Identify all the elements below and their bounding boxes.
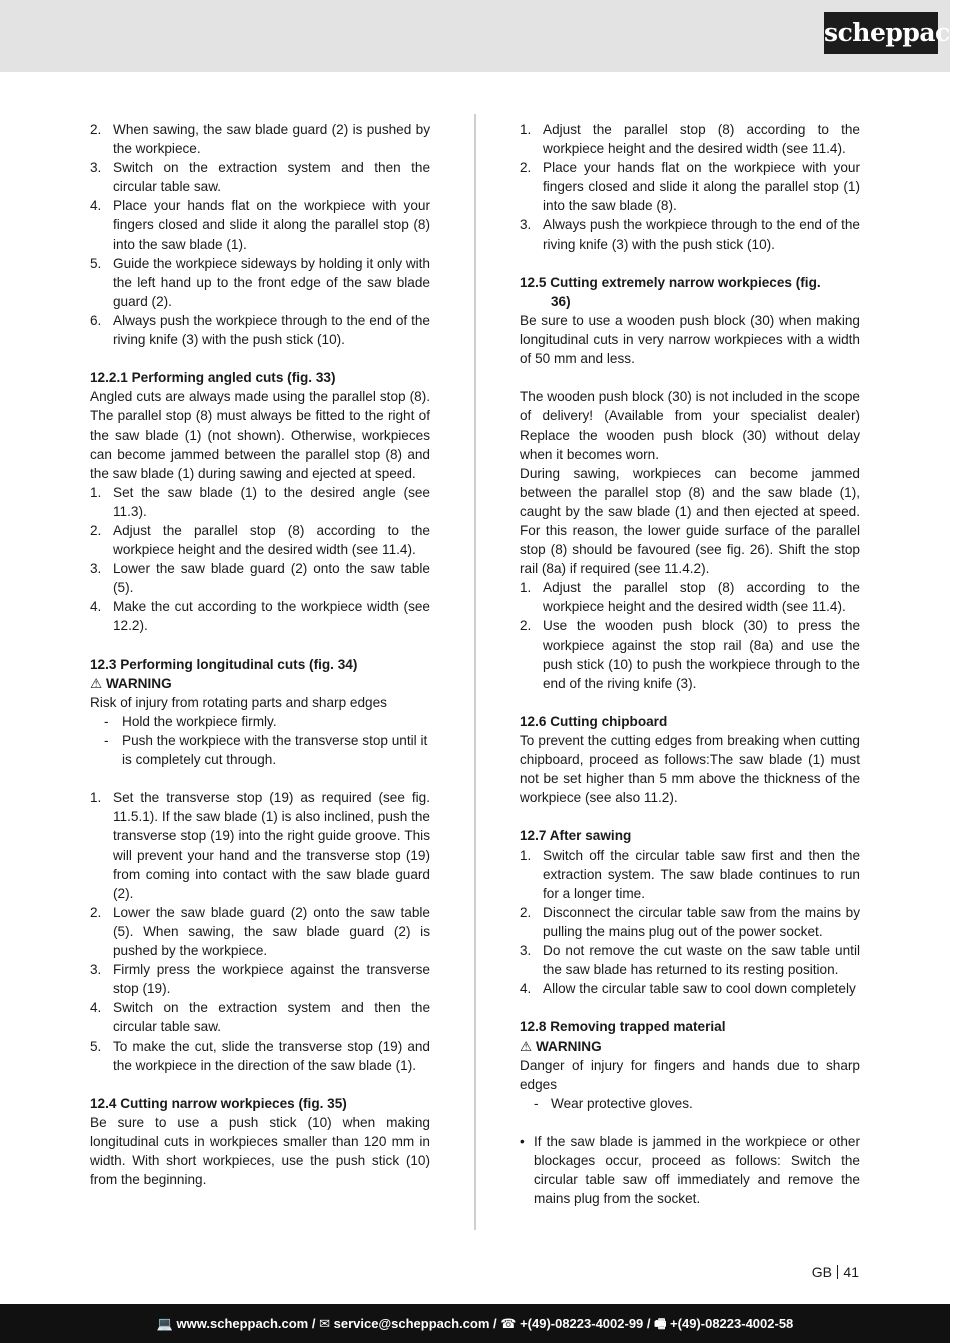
list-item: 1. Switch off the circular table saw first and then the extraction system. The saw blade continues to run for a longer time.	[520, 847, 860, 901]
warning-dash-list	[90, 712, 430, 769]
narrow-workpieces-steps	[520, 578, 860, 693]
list-item: 2. Place your hands flat on the workpiece with your fingers closed and slide it along the parallel stop (1) into the saw blade (8).	[520, 160, 860, 214]
section-heading: 12.3 Performing longitudinal cuts (fig. 34)	[90, 656, 358, 672]
warning-dash-list	[520, 1094, 860, 1113]
paragraph: During sawing, workpieces can become jammed between the parallel stop (8) and the saw blade (1), caught by the saw blade (1) and then ejected at speed. For this reason, the lower guide surface of the parallel stop (8) should be favoured (see fig. 26). Shift the stop rail (8a) if required (see 11.4.2).	[520, 465, 860, 577]
list-item: 4. Place your hands flat on the workpiece with your fingers closed and slide it along the parallel stop (8) into the saw blade (1).	[90, 198, 430, 252]
paragraph: Angled cuts are always made using the parallel stop (8). The parallel stop (8) must always be fitted to the right of the saw blade (1) (not shown). Otherwise, workpieces can become jammed between the parallel stop (8) and the saw blade (1) during sawing and ejected at speed.	[90, 389, 430, 481]
page-number: GB 41	[811, 1264, 859, 1280]
left-column	[90, 120, 430, 1189]
column-divider	[474, 114, 476, 1230]
paragraph: Danger of injury for fingers and hands due to sharp edges	[520, 1057, 860, 1092]
paragraph: To prevent the cutting edges from breaking when cutting chipboard, proceed as follows:The saw blade (1) must not be set higher than 5 mm above the thickness of the workpiece (see also 11.2).	[520, 733, 860, 806]
longitudinal-cuts-steps	[90, 788, 430, 1074]
paragraph: The wooden push block (30) is not included in the scope of delivery! (Available from your specialist dealer) Replace the wooden push block (30) without delay when it becomes worn.	[520, 389, 860, 462]
list-item: 6. Always push the workpiece through to the end of the riving knife (3) with the push stick (10).	[90, 312, 430, 348]
left-list-1	[90, 120, 430, 349]
bullet-list	[520, 1132, 860, 1208]
list-item: - Hold the workpiece firmly.	[104, 713, 277, 729]
list-item: 2. Lower the saw blade guard (2) onto the saw table (5). When sawing, the saw blade guard (2) is pushed by the workpiece.	[90, 904, 430, 959]
paragraph: Be sure to use a wooden push block (30) when making longitudinal cuts in very narrow workpieces with a width of 50 mm and less.	[520, 312, 860, 367]
warning-label: ⚠ WARNING	[520, 1038, 602, 1054]
list-item: 1. Set the saw blade (1) to the desired angle (see 11.3).	[90, 484, 430, 519]
list-item: • If the saw blade is jammed in the workpiece or other blockages occur, proceed as follows: Switch the circular table saw off immediately and remove the mains plug from the socket.	[520, 1133, 860, 1207]
list-item: 3. Switch on the extraction system and then the circular table saw.	[90, 160, 430, 195]
list-item: 3. Lower the saw blade guard (2) onto the saw table (5).	[90, 561, 430, 596]
section-heading: 12.2.1 Performing angled cuts (fig. 33)	[90, 370, 336, 386]
footer-bar: 💻 www.scheppach.com / ✉ service@scheppach.com / ☎ +(49)-08223-4002-99 / 🖷 +(49)-08223-4002-58	[0, 1304, 950, 1343]
section-heading: 12.6 Cutting chipboard	[520, 713, 668, 729]
section-heading: 12.5 Cutting extremely narrow workpieces (fig. 36)	[520, 274, 821, 309]
brand-logo: scheppach	[824, 12, 938, 54]
list-item: - Wear protective gloves.	[534, 1095, 693, 1111]
list-item: 1. Adjust the parallel stop (8) according to the workpiece height and the desired width (see 11.4).	[520, 122, 860, 157]
list-item: 2. Disconnect the circular table saw from the mains by pulling the mains plug out of the power socket.	[520, 904, 860, 939]
section-heading: 12.7 After sawing	[520, 828, 632, 844]
list-item: 4. Switch on the extraction system and then the circular table saw.	[90, 1000, 430, 1035]
list-item: 2. Adjust the parallel stop (8) according to the workpiece height and the desired width (see 11.4).	[90, 522, 430, 558]
list-item: 1. Adjust the parallel stop (8) according to the workpiece height and the desired width (see 11.4).	[520, 580, 860, 615]
section-heading: 12.4 Cutting narrow workpieces (fig. 35)	[90, 1095, 347, 1111]
warning-label: ⚠ WARNING	[90, 675, 172, 691]
right-list-1	[520, 120, 860, 254]
after-sawing-steps	[520, 846, 860, 999]
list-item: 1. Set the transverse stop (19) as required (see fig. 11.5.1). If the saw blade (1) is also inclined, push the transverse stop (19) into the right guide groove. This will prevent your hand and the transverse stop (19) from coming into contact with the saw blade guard (2).	[90, 790, 430, 901]
section-heading: 12.8 Removing trapped material	[520, 1019, 726, 1035]
website-link[interactable]: www.scheppach.com	[176, 1316, 309, 1331]
list-item: 5. Guide the workpiece sideways by holding it only with the left hand up to the front edge of the saw blade guard (2).	[90, 255, 430, 309]
phone-number: +(49)-08223-4002-99	[520, 1316, 644, 1331]
list-item: 2. Use the wooden push block (30) to press the workpiece against the stop rail (8a) and use the push stick (10) to push the workpiece through to the end of the riving knife (3).	[520, 618, 860, 691]
warning-icon: ⚠	[90, 675, 103, 691]
list-item: 4. Allow the circular table saw to cool down completely	[520, 981, 856, 997]
list-item: - Push the workpiece with the transverse stop until it is completely cut through.	[104, 733, 428, 768]
right-column	[520, 120, 860, 1208]
list-item: 3. Do not remove the cut waste on the saw table until the saw blade has returned to its resting position.	[520, 943, 860, 978]
list-item: 3. Always push the workpiece through to the end of the riving knife (3) with the push stick (10).	[520, 217, 860, 252]
angled-cuts-steps	[90, 483, 430, 636]
header-bar	[0, 0, 967, 72]
mail-icon: ✉	[319, 1316, 330, 1331]
computer-icon: 💻	[156, 1316, 173, 1331]
list-item: 5. To make the cut, slide the transverse stop (19) and the workpiece in the direction of the saw blade (1).	[90, 1038, 430, 1073]
list-item: 3. Firmly press the workpiece against the transverse stop (19).	[90, 962, 430, 997]
paragraph: Be sure to use a push stick (10) when making longitudinal cuts in workpieces smaller than 120 mm in width. With short workpieces, use the push stick (10) from the beginning.	[90, 1114, 430, 1188]
phone-icon: ☎	[500, 1316, 517, 1331]
fax-icon: 🖷	[654, 1316, 667, 1331]
warning-icon: ⚠	[520, 1038, 533, 1054]
paragraph: Risk of injury from rotating parts and sharp edges	[90, 694, 387, 710]
fax-number: +(49)-08223-4002-58	[670, 1316, 794, 1331]
email-link[interactable]: service@scheppach.com	[333, 1316, 490, 1331]
list-item: 2. When sawing, the saw blade guard (2) is pushed by the workpiece.	[90, 122, 430, 157]
list-item: 4. Make the cut according to the workpiece width (see 12.2).	[90, 599, 430, 634]
